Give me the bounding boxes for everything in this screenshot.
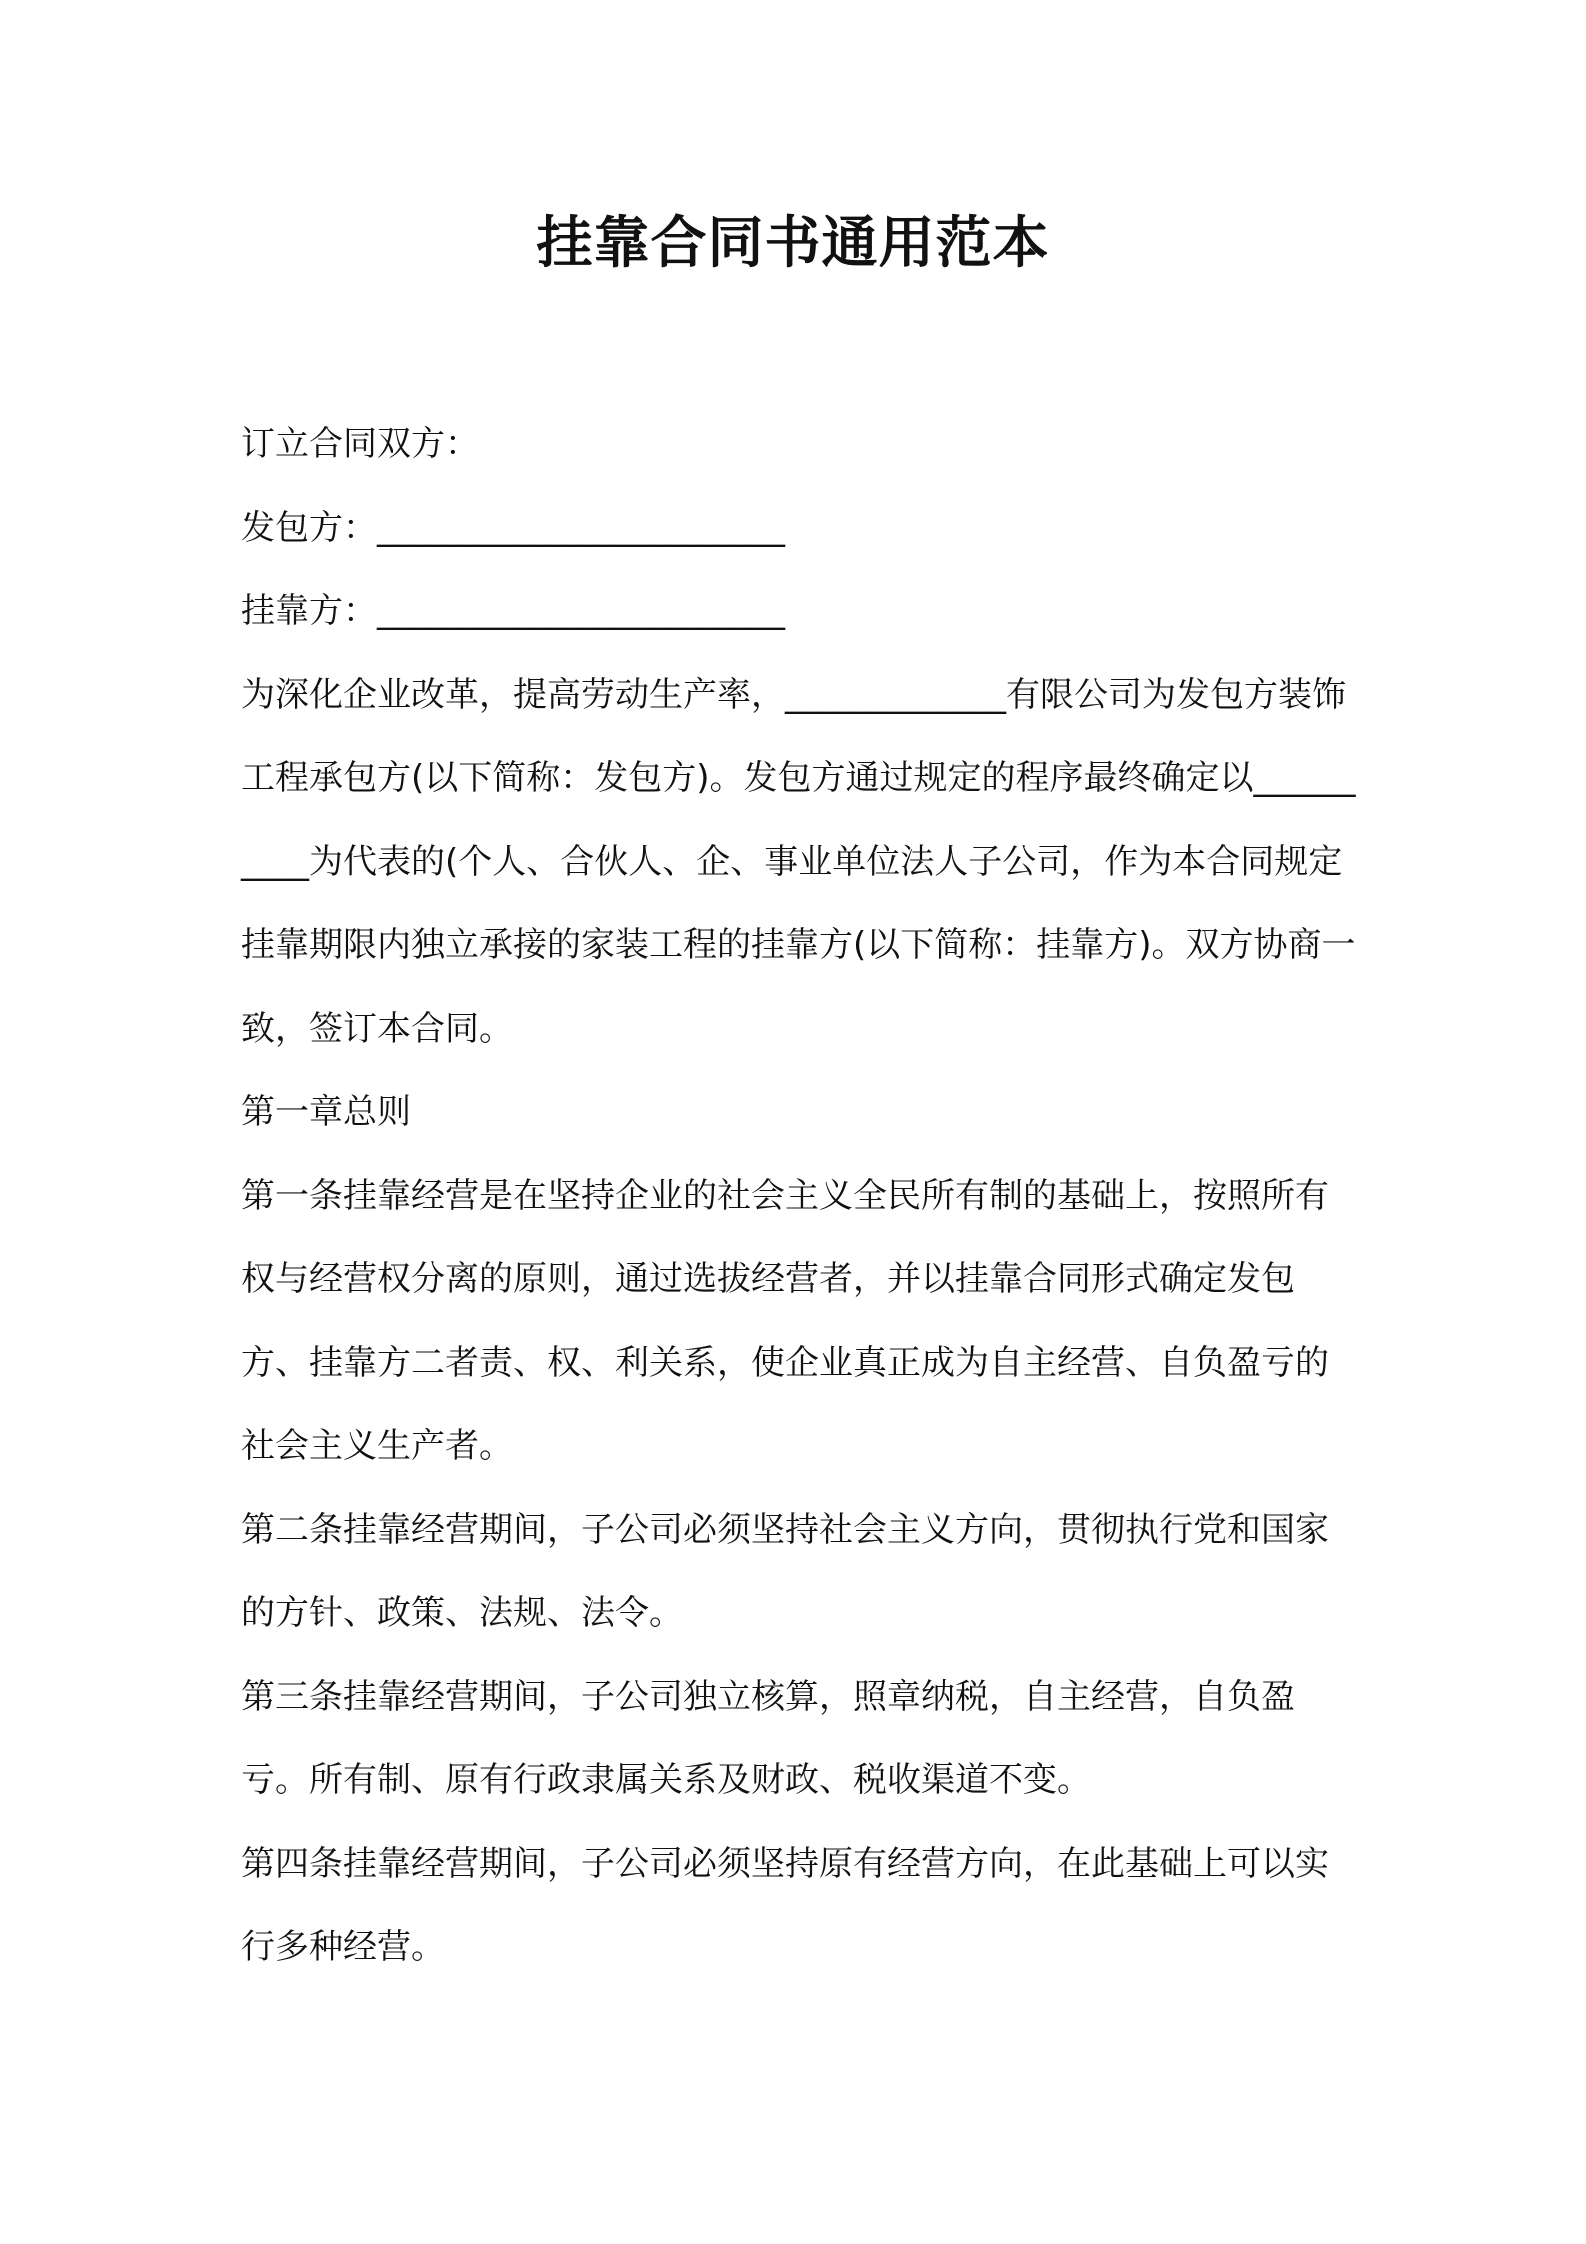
contractor-line: 发包方：________________________ — [241, 507, 785, 548]
chapter-heading: 第一章总则 — [241, 1092, 411, 1132]
article-1: 第一条挂靠经营是在坚持企业的社会主义全民所有制的基础上，按照所有权与经营权分离的原则，通过选拔经营者，并以挂靠合同形式确定发包方、挂靠方二者责、权、利关系，使企业真正成为自主经营、自负盈亏的社会主义生产者。 — [241, 1175, 1329, 1466]
document-title: 挂靠合同书通用范本 — [536, 211, 1050, 276]
article-2: 第二条挂靠经营期间，子公司必须坚持社会主义方向，贯彻执行党和国家的方针、政策、法规、法令。 — [241, 1509, 1329, 1633]
article-4: 第四条挂靠经营期间，子公司必须坚持原有经营方向，在此基础上可以实行多种经营。 — [241, 1843, 1329, 1967]
preamble-paragraph: 为深化企业改革，提高劳动生产率，_____________有限公司为发包方装饰工程承包方(以下简称：发包方)。发包方通过规定的程序最终确定以__________为代表的(个人、合伙人、企、事业单位法人子公司，作为本合同规定挂靠期限内独立承接的家装工程的挂靠方(以下简称：挂靠方)。双方协商一致，签订本合同。 — [241, 674, 1356, 1049]
parties-heading: 订立合同双方： — [241, 424, 479, 464]
article-3: 第三条挂靠经营期间，子公司独立核算，照章纳税，自主经营，自负盈亏。所有制、原有行政隶属关系及财政、税收渠道不变。 — [241, 1676, 1295, 1800]
affiliate-line: 挂靠方：________________________ — [241, 591, 785, 631]
document-body — [241, 403, 1361, 1990]
